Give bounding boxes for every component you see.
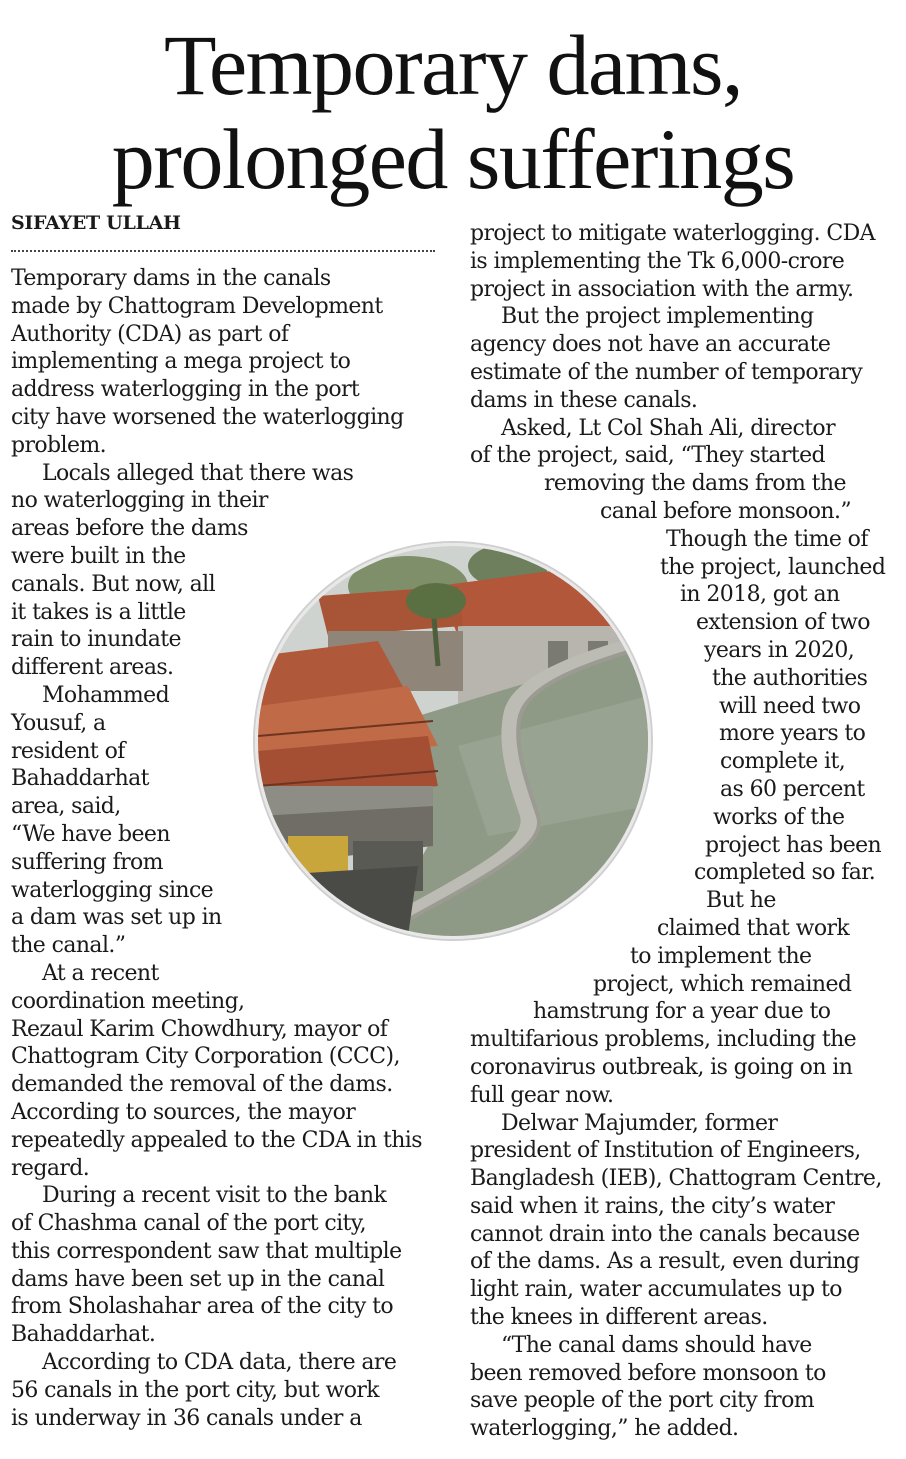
article-line: Chattogram City Corporation (CCC),: [11, 1044, 400, 1070]
article-line: works of the: [713, 804, 845, 830]
article-line: a dam was set up in: [11, 905, 222, 931]
article-line: multifarious problems, including the: [470, 1027, 857, 1053]
article-line: president of Institution of Engineers,: [470, 1138, 861, 1164]
article-line: implementing a mega project to: [11, 349, 351, 375]
article-line: demanded the removal of the dams.: [11, 1072, 393, 1098]
article-line: claimed that work: [657, 915, 850, 941]
article-line: said when it rains, the city’s water: [470, 1193, 835, 1219]
article-line: Asked, Lt Col Shah Ali, director: [501, 415, 835, 441]
article-line: in 2018, got an: [680, 582, 840, 608]
article-line: “We have been: [11, 821, 170, 847]
article-line: Bahaddarhat.: [11, 1322, 156, 1348]
article-line: agency does not have an accurate: [470, 332, 831, 358]
byline-divider: [11, 250, 435, 252]
article-line: project has been: [705, 832, 882, 858]
article-line: of the dams. As a result, even during: [470, 1249, 860, 1275]
article-line: 56 canals in the port city, but work: [11, 1377, 380, 1403]
article-line: the canal.”: [11, 933, 126, 959]
article-line: address waterlogging in the port: [11, 377, 360, 403]
article-line: will need two: [719, 693, 861, 719]
article-line: this correspondent saw that multiple: [11, 1238, 402, 1264]
article-line: save people of the port city from: [470, 1388, 814, 1414]
article-line: made by Chattogram Development: [11, 293, 383, 319]
article-line: project, which remained: [593, 971, 852, 997]
article-line: Yousuf, a: [11, 710, 106, 736]
article-line: During a recent visit to the bank: [42, 1183, 387, 1209]
article-line: were built in the: [11, 543, 186, 569]
article-line: from Sholashahar area of the city to: [11, 1294, 394, 1320]
article-line: is underway in 36 canals under a: [11, 1405, 362, 1431]
article-line: estimate of the number of temporary: [470, 359, 863, 385]
article-line: to implement the: [630, 943, 812, 969]
article-line: rain to inundate: [11, 627, 181, 653]
headline-line-2: prolonged sufferings: [111, 111, 795, 207]
article-line: as 60 percent: [720, 776, 865, 802]
article-line: repeatedly appealed to the CDA in this: [11, 1127, 422, 1153]
article-line: problem.: [11, 432, 107, 458]
article-line: the knees in different areas.: [470, 1305, 768, 1331]
article-line: project to mitigate waterlogging. CDA: [470, 221, 875, 246]
article-line: But he: [706, 888, 776, 914]
article-line: regard.: [11, 1155, 90, 1181]
article-line: According to sources, the mayor: [11, 1099, 356, 1125]
article-line: light rain, water accumulates up to: [470, 1277, 842, 1303]
article-line: According to CDA data, there are: [42, 1350, 397, 1376]
article-line: complete it,: [720, 749, 846, 775]
article-line: extension of two: [696, 610, 870, 636]
article-line: Rezaul Karim Chowdhury, mayor of: [11, 1016, 388, 1042]
canal-photo-illustration: [258, 546, 648, 936]
article-line: Authority (CDA) as part of: [11, 321, 289, 347]
article-line: completed so far.: [694, 860, 876, 886]
headline: [0, 18, 906, 206]
article-line: years in 2020,: [704, 637, 855, 663]
article-line: no waterlogging in their: [11, 488, 268, 514]
article-line: is implementing the Tk 6,000-crore: [470, 248, 845, 274]
article-line: project in association with the army.: [470, 276, 854, 302]
article-line: Delwar Majumder, former: [501, 1110, 778, 1136]
article-line: At a recent: [42, 960, 159, 986]
article-line: full gear now.: [470, 1082, 614, 1108]
article-line: Bahaddarhat: [11, 766, 149, 792]
article-line: dams in these canals.: [470, 387, 698, 413]
article-line: “The canal dams should have: [501, 1332, 812, 1358]
article-line: of the project, said, “They started: [470, 443, 825, 469]
article-line: canals. But now, all: [11, 571, 216, 597]
article-line: Temporary dams in the canals: [11, 266, 331, 291]
article-line: more years to: [719, 721, 866, 747]
article-line: the project, launched: [660, 554, 886, 580]
article-line: been removed before monsoon to: [470, 1360, 826, 1386]
article-line: coronavirus outbreak, is going on in: [470, 1054, 853, 1080]
article-line: coordination meeting,: [11, 988, 245, 1014]
article-line: Mohammed: [42, 682, 170, 708]
article-line: city have worsened the waterlogging: [11, 404, 404, 430]
article-line: Locals alleged that there was: [42, 460, 354, 486]
article-line: area, said,: [11, 794, 121, 820]
article-line: removing the dams from the: [544, 471, 846, 497]
article-line: But the project implementing: [501, 304, 814, 330]
headline-line-1: Temporary dams,: [163, 17, 743, 113]
canal-photo: [255, 543, 651, 939]
article-line: dams have been set up in the canal: [11, 1266, 385, 1292]
article-line: resident of: [11, 738, 125, 764]
article-line: of Chashma canal of the port city,: [11, 1211, 367, 1237]
article-line: cannot drain into the canals because: [470, 1221, 860, 1247]
article-line: suffering from: [11, 849, 163, 875]
article-line: waterlogging since: [11, 877, 214, 903]
article-line: different areas.: [11, 655, 174, 681]
article-line: canal before monsoon.”: [600, 498, 852, 524]
article-line: the authorities: [712, 665, 868, 691]
article-line: Though the time of: [666, 526, 868, 552]
article-line: it takes is a little: [11, 599, 186, 625]
article-line: waterlogging,” he added.: [470, 1416, 739, 1442]
byline: SIFAYET ULLAH: [11, 212, 181, 234]
article-line: hamstrung for a year due to: [533, 999, 831, 1025]
article-line: areas before the dams: [11, 516, 248, 542]
article-line: Bangladesh (IEB), Chattogram Centre,: [470, 1166, 882, 1192]
